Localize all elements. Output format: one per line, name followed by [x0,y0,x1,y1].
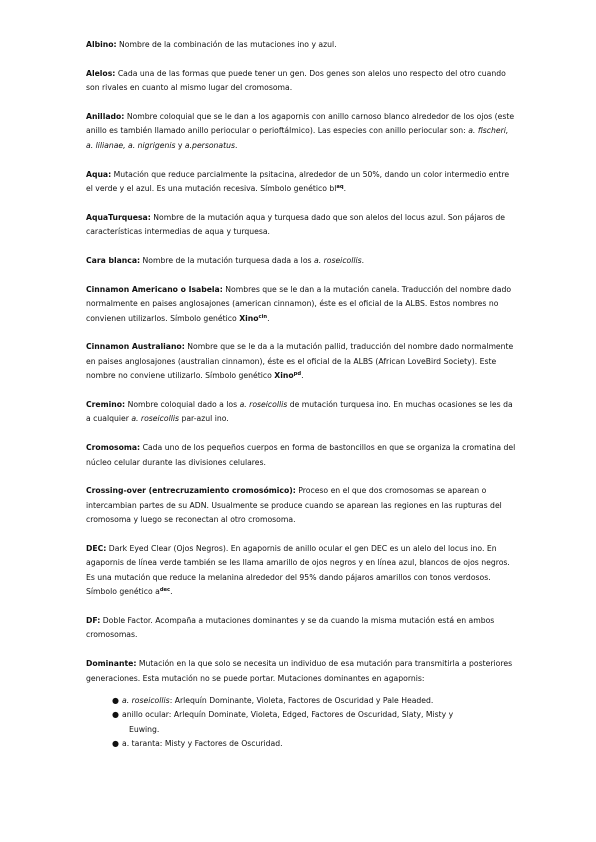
term: AquaTurquesa: [86,212,151,222]
glossary-entry-crossing-over [86,484,516,527]
term: Aqua: [86,169,112,179]
bullet-icon: ● [112,696,119,706]
glossary-entry-anillado [86,110,516,153]
definition: Mutación que reduce parcialmente la psitacina, alrededor de un 50%, dando un color intermedio entre el verde y el azul. Es una mutación recesiva. Símbolo genético bl [86,169,510,194]
list-item-continuation: Euwing. [129,724,160,734]
definition: Proceso en el que dos cromosomas se aparean o intercambian partes de su ADN. Usualmente se produce cuando se aparean las regiones en las rupturas del cromosoma y luego se reconectan al otro cromosoma. [86,486,502,525]
term: Cremino: [86,400,126,410]
genetic-symbol-superscript: aq [336,184,344,191]
genetic-symbol: Xino [239,313,259,323]
definition: de mutación turquesa ino. En muchas ocasiones se les da a cualquier [86,400,513,424]
definition: Cada uno de los pequeños cuerpos en forma de bastoncillos en que se organiza la cromatina del núcleo celular durante las divisiones celulares. [86,443,516,467]
term: Cinnamon Americano o Isabela: [86,284,223,294]
definition: Nombre que se le da a la mutación pallid, traducción del nombre dado normalmente en paises anglosajones (australian cinnamon), éste es el oficial de la ALBS (African LoveBird Society). Este nombre no conviene utilizarlo. Símbolo genético [86,342,514,381]
definition: Nombre coloquial dado a los [125,400,240,410]
list-item-text: a. taranta: Misty y Factores de Oscuridad. [122,739,283,749]
glossary-entry-dec [86,542,516,600]
glossary-entry-cara-blanca [86,254,516,268]
definition: . [170,587,173,597]
list-item [112,708,516,737]
list-item [112,737,516,751]
definition: Mutación en la que solo se necesita un individuo de esa mutación para transmitirla a posteriores generaciones. Esta mutación no se puede portar. Mutaciones dominantes en agapornis: [86,659,513,683]
genetic-symbol-superscript: dec [159,587,171,594]
term: DEC: [86,544,107,554]
genetic-symbol-superscript: pd [293,371,302,378]
term: Anillado: [86,112,125,121]
term: Cromosoma: [86,443,141,453]
term: Cara blanca: [86,256,141,266]
definition: . [301,371,304,381]
definition: Doble Factor. Acompaña a mutaciones dominantes y se da cuando la misma mutación está en ambos cromosomas. [86,616,495,640]
definition-italic: a. roseicollis [131,414,180,424]
definition: Nombre coloquial que se le dan a los agapornis con anillo carnoso blanco alrededor de los ojos (este anillo es también llamado anillo periocular o perioftálmico). Las especies con anillo periocular son: [86,112,515,136]
bullet-icon: ● [112,739,119,749]
definition-italic: a. roseicollis [313,256,362,266]
list-item-italic: a. roseicollis [122,696,170,706]
definition: Nombre de la mutación turquesa dada a los [140,256,314,266]
term: Cinnamon Australiano: [86,342,185,352]
glossary-entry-cinnamon-americano [86,283,516,326]
definition: Cada una de las formas que puede tener un gen. Dos genes son alelos uno respecto del otro cuando son rivales en cuanto al mismo lugar del cromosoma. [86,68,506,93]
dominant-mutations-list [86,694,516,752]
glossary-entry-cremino [86,398,516,427]
definition: . [267,313,270,323]
definition: Nombre de la combinación de las mutaciones ino y azul. [116,40,337,49]
term: Dominante: [86,659,137,669]
definition-italic: a.personatus [184,140,236,150]
definition-italic: a. fischeri, a. lilianae, a. nigrigenis [86,126,509,150]
definition: Nombre de la mutación aqua y turquesa dado que son alelos del locus azul. Son pájaros de características intermedias de aqua y turquesa. [86,212,505,237]
term: Albino: [86,40,117,49]
document-page [86,38,516,752]
definition: Nombres que se le dan a la mutación canela. Traducción del nombre dado normalmente en paises anglosajones (american cinnamon), éste es el oficial de la ALBS. Estos nombres no convienen utilizarlos. Símbolo genético [86,284,512,323]
list-item-text: : Arlequín Dominante, Violeta, Factores de Oscuridad y Pale Headed. [169,696,434,706]
glossary-entry-alelos [86,67,516,96]
genetic-symbol-superscript: cin [258,313,268,320]
glossary-entry-aquaturquesa [86,211,516,240]
glossary-entry-df [86,614,516,643]
definition-italic: a. roseicollis [239,400,288,410]
definition: . [361,256,365,266]
definition: . [343,184,347,194]
definition: y [175,140,185,150]
definition: . [235,140,238,150]
definition: Dark Eyed Clear (Ojos Negros). En agapornis de anillo ocular el gen DEC es un alelo del locus ino. En agapornis de línea verde también se les llama amarillo de ojos negros y en línea azul, blancos de ojos negros. Es una mutación que reduce la melanina alrededor del 95% dando pájaros amarillos con tonos verdosos. Símbolo genético a [86,544,510,597]
glossary-entry-cromosoma [86,441,516,470]
list-item [112,694,516,708]
glossary-entry-cinnamon-australiano [86,340,516,383]
list-item-text: anillo ocular: Arlequín Dominate, Violeta, Edged, Factores de Oscuridad, Slaty, Misty y [122,710,454,720]
glossary-entry-aqua [86,168,516,197]
definition: par-azul ino. [179,414,229,424]
genetic-symbol: Xino [274,371,294,381]
term: Crossing-over (entrecruzamiento cromosómico): [86,486,296,496]
term: DF: [86,616,101,626]
bullet-icon: ● [112,710,119,720]
glossary-entry-albino [86,38,516,52]
glossary-entry-dominante [86,657,516,686]
term: Alelos: [86,68,116,78]
